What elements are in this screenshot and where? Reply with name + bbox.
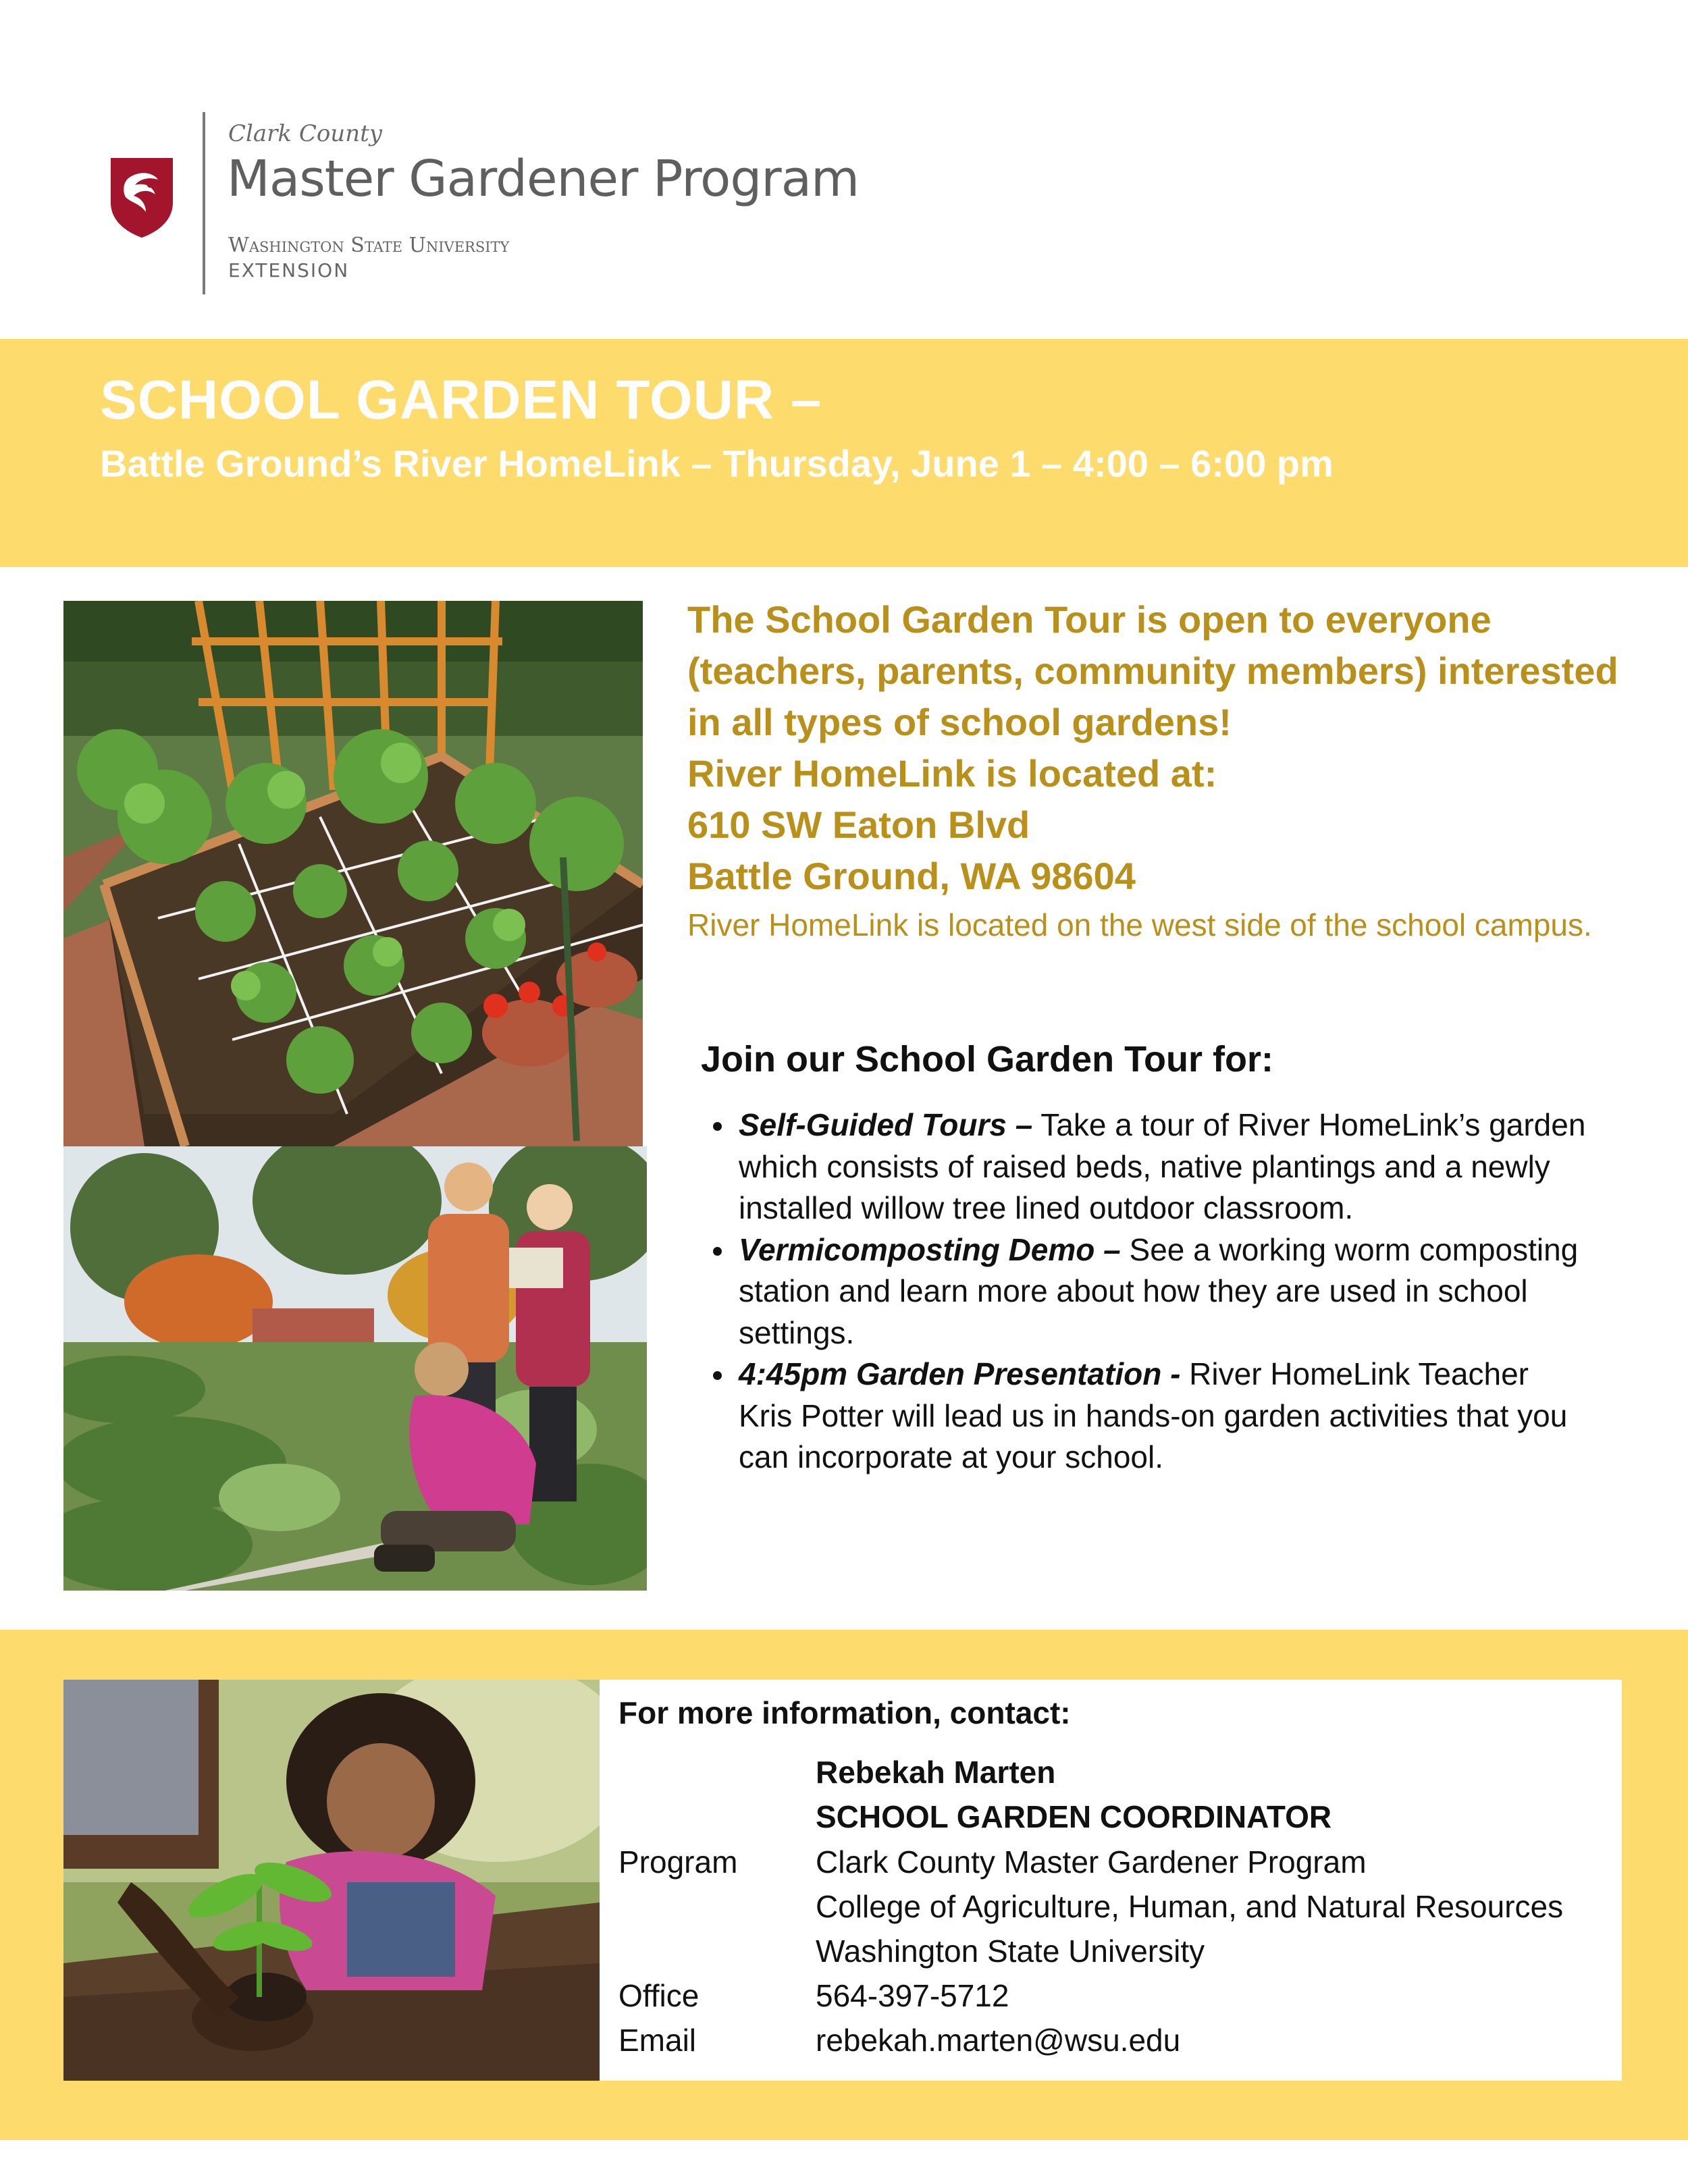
intro-line: (teachers, parents, community members) interested	[687, 649, 1618, 692]
logo-program-name: Master Gardener Program	[227, 150, 860, 208]
activity-text: settings.	[739, 1314, 855, 1350]
event-banner	[0, 339, 1688, 567]
address-city: Battle Ground, WA 98604	[687, 855, 1136, 897]
program-value: Washington State University	[816, 1934, 1205, 1969]
bullet-icon	[713, 1122, 722, 1131]
activity-text: station and learn more about how they are used in school	[739, 1273, 1528, 1308]
program-value: Clark County Master Gardener Program	[816, 1844, 1367, 1880]
activity-text: River HomeLink Teacher	[1180, 1356, 1529, 1391]
office-phone: 564-397-5712	[816, 1978, 1009, 2013]
activity-text: See a working worm composting	[1120, 1231, 1579, 1267]
activity-title: 4:45pm Garden Presentation -	[739, 1356, 1181, 1391]
event-subtitle: Battle Ground’s River HomeLink – Thursday, June 1 – 4:00 – 6:00 pm	[100, 442, 1334, 485]
contact-name: Rebekah Marten	[816, 1755, 1056, 1790]
join-heading: Join our School Garden Tour for:	[701, 1039, 1273, 1080]
email-link[interactable]: rebekah.marten@wsu.edu	[816, 2023, 1181, 2058]
tour-intro	[687, 594, 1660, 947]
list-item	[713, 1354, 1645, 1479]
program-label: Program	[618, 1844, 738, 1880]
activity-text: Take a tour of River HomeLink’s garden	[1032, 1107, 1586, 1142]
intro-line: in all types of school gardens!	[687, 701, 1232, 743]
event-title: SCHOOL GARDEN TOUR –	[100, 369, 822, 431]
contact-title: SCHOOL GARDEN COORDINATOR	[816, 1799, 1332, 1834]
contact-card	[600, 1680, 1622, 2081]
address-street: 610 SW Eaton Blvd	[687, 803, 1030, 846]
activity-list	[713, 1104, 1645, 1479]
location-label: River HomeLink is located at:	[687, 752, 1217, 795]
list-item	[713, 1104, 1645, 1229]
location-note: River HomeLink is located on the west side of the school campus.	[687, 907, 1592, 942]
activity-text: Kris Potter will lead us in hands-on garden activities that you	[739, 1397, 1568, 1433]
list-item	[713, 1229, 1645, 1354]
contact-heading: For more information, contact:	[618, 1695, 1071, 1730]
program-logo	[108, 108, 918, 297]
activity-text: can incorporate at your school.	[739, 1439, 1164, 1474]
child-planting-photo	[63, 1680, 600, 2081]
activity-title: Self-Guided Tours –	[739, 1107, 1033, 1142]
bullet-icon	[713, 1247, 722, 1256]
intro-line: The School Garden Tour is open to everyone	[687, 598, 1492, 641]
raised-bed-garden-photo	[63, 601, 643, 1146]
activity-text: installed willow tree lined outdoor classroom.	[739, 1190, 1354, 1225]
activity-text: which consists of raised beds, native plantings and a newly	[739, 1148, 1550, 1184]
email-label: Email	[618, 2023, 697, 2058]
office-label: Office	[618, 1978, 700, 2013]
logo-divider	[203, 112, 205, 294]
logo-extension: EXTENSION	[228, 259, 350, 282]
students-in-garden-photo	[63, 1146, 647, 1591]
logo-university: Washington State University	[228, 234, 510, 257]
program-value: College of Agriculture, Human, and Natural Resources	[816, 1889, 1564, 1924]
wsu-cougar-shield-icon	[108, 155, 176, 239]
logo-county: Clark County	[228, 120, 382, 147]
activity-title: Vermicomposting Demo –	[739, 1231, 1121, 1267]
bullet-icon	[713, 1371, 722, 1380]
